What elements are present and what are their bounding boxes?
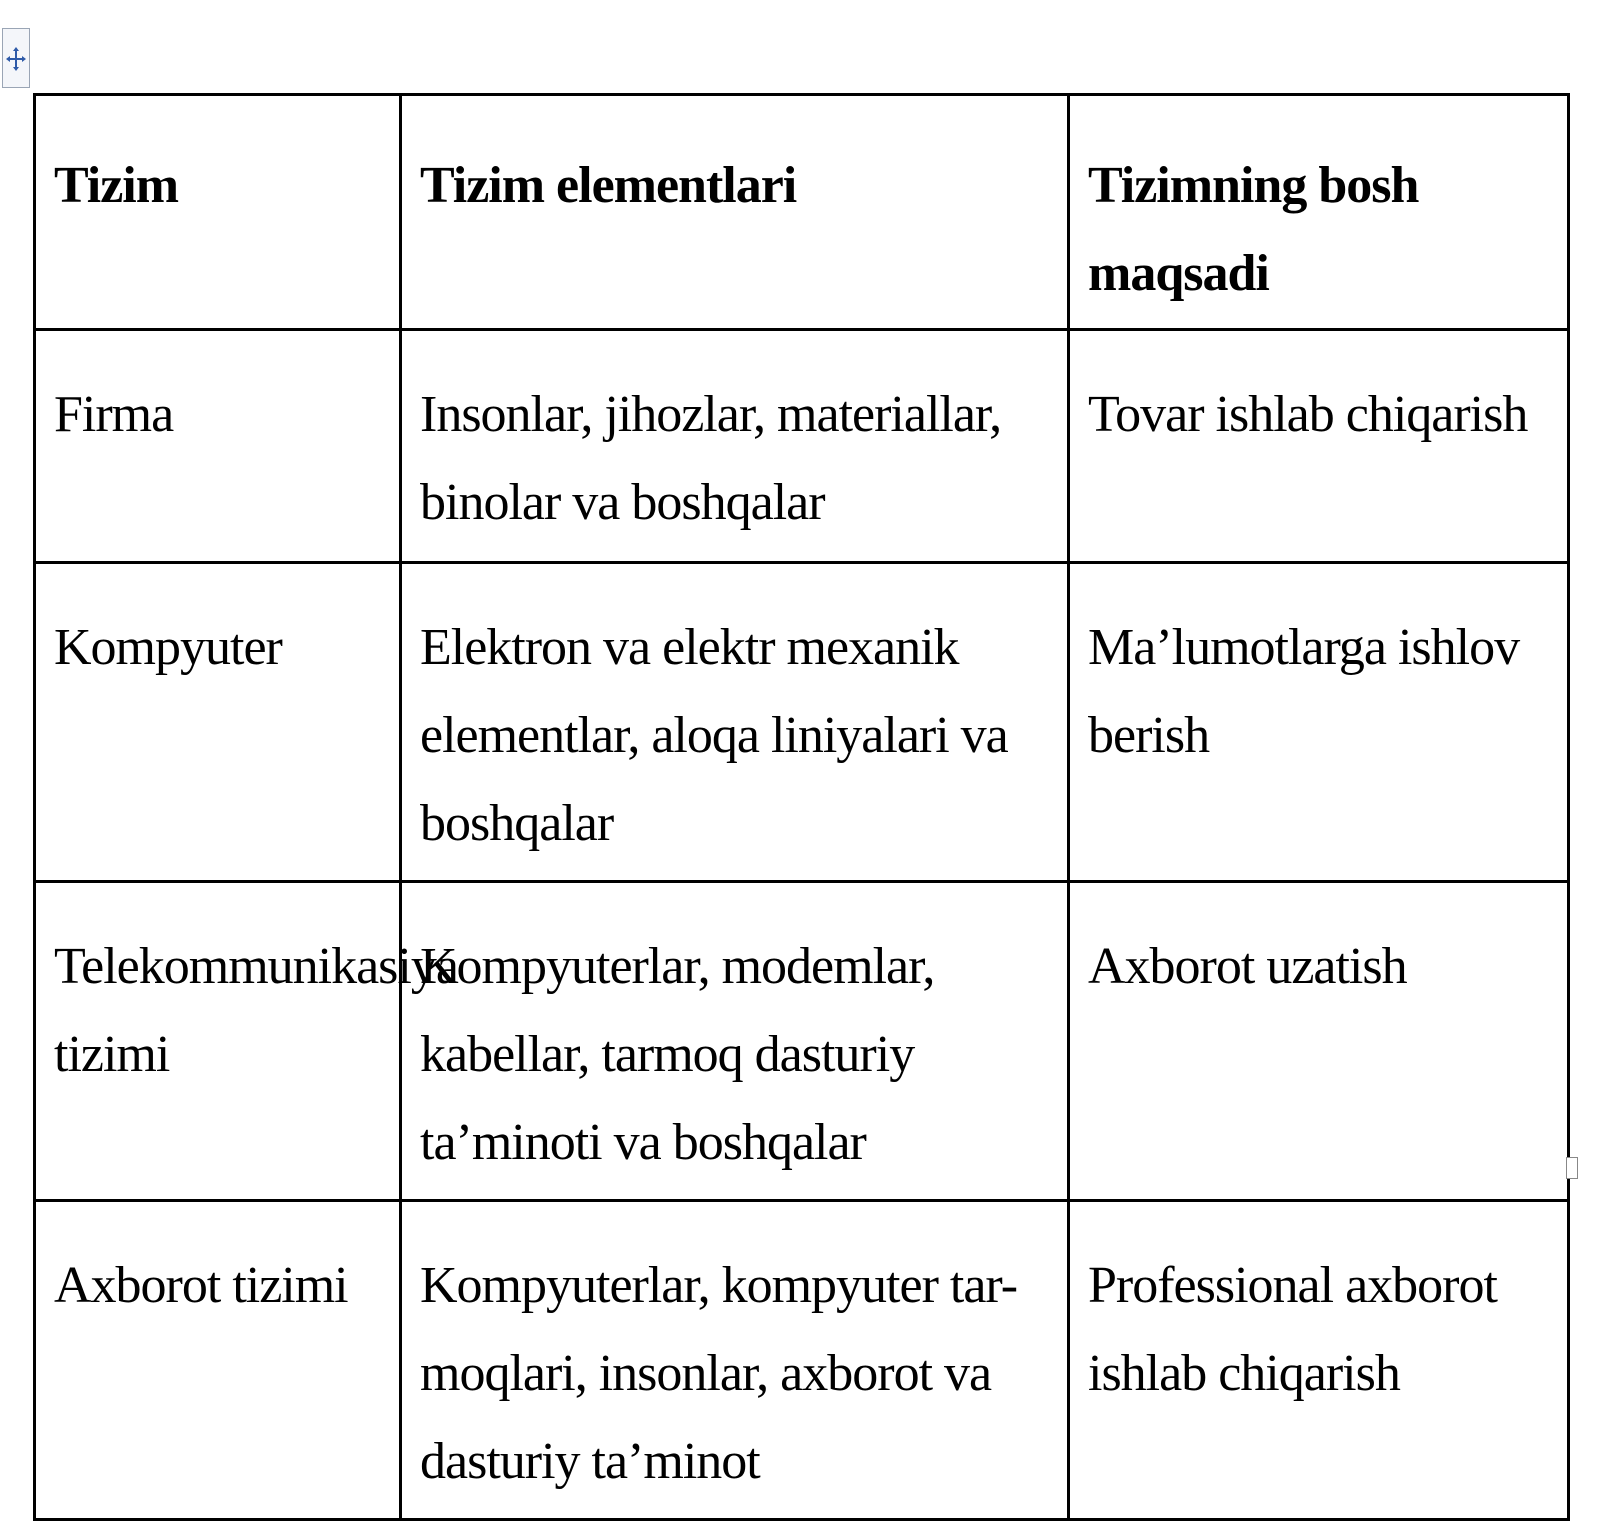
cell-elementlar: Insonlar, jihozlar, materiallar, binolar va boshqalar	[401, 330, 1069, 563]
table-row	[35, 330, 1569, 563]
table-row	[35, 1201, 1569, 1520]
cell-tizim: Firma	[35, 330, 401, 563]
systems-table	[33, 93, 1570, 1521]
cell-elementlar: Elektron va elektr mexanik elementlar, aloqa liniyalari va boshqalar	[401, 563, 1069, 882]
cell-maqsad: Axborot uzatish	[1069, 882, 1569, 1201]
table-header-row	[35, 95, 1569, 330]
table-row	[35, 563, 1569, 882]
header-tizim-elementlari: Tizim elementlari	[401, 95, 1069, 330]
table-row	[35, 882, 1569, 1201]
cell-maqsad: Professional axborot ishlab chiqarish	[1069, 1201, 1569, 1520]
resize-square-icon[interactable]	[1566, 1157, 1578, 1179]
table-move-handle[interactable]	[2, 28, 30, 88]
cell-elementlar: Kompyuterlar, kompyuter tar-moqlari, insonlar, axborot va dasturiy ta’minot	[401, 1201, 1069, 1520]
header-tizim: Tizim	[35, 95, 401, 330]
cell-maqsad: Ma’lumotlarga ishlov berish	[1069, 563, 1569, 882]
cell-tizim: Telekommunikasiya tizimi	[35, 882, 401, 1201]
move-cross-icon	[6, 47, 26, 71]
cell-tizim: Axborot tizimi	[35, 1201, 401, 1520]
cell-elementlar: Kompyuterlar, modemlar, kabellar, tarmoq dasturiy ta’minoti va boshqalar	[401, 882, 1069, 1201]
header-tizimning-bosh-maqsadi: Tizimning bosh maqsadi	[1069, 95, 1569, 330]
cell-maqsad: Tovar ishlab chiqarish	[1069, 330, 1569, 563]
cell-tizim: Kompyuter	[35, 563, 401, 882]
